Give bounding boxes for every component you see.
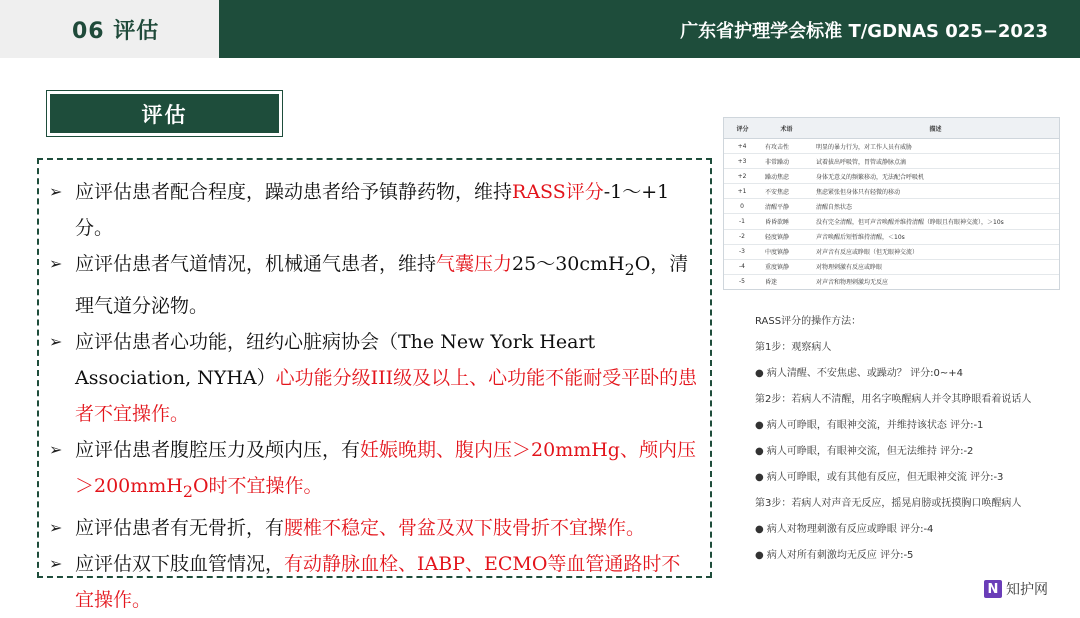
rass-row: [724, 184, 1059, 199]
bullet-item: [49, 246, 699, 324]
method-line: ● 病人对物理刺激有反应或睁眼 评分:-4: [755, 524, 934, 535]
bullet-text: 应评估患者气道情况，机械通气患者，维持: [75, 253, 437, 275]
rass-cell: 中度镇静: [761, 244, 812, 259]
rass-cell: 焦虑紧张但身体只有轻微的移动: [812, 184, 1059, 199]
rass-table-image: [723, 117, 1060, 290]
method-line: ● 病人清醒、不安焦虑、或躁动？ 评分:0~+4: [755, 368, 963, 379]
rass-cell: 没有完全清醒，但可声音唤醒并维持清醒（睁眼且有眼神交流），＞10s: [812, 214, 1059, 229]
bullet-text: 有动静脉血栓、IABP、ECMO等血管通路时不宜操作。: [75, 552, 681, 611]
site-logo: [984, 579, 1048, 599]
rass-cell: -5: [724, 274, 761, 289]
bullet-text: O，清理气道分泌物。: [75, 253, 689, 317]
rass-cell: 有攻击性: [761, 139, 812, 154]
rass-cell: -3: [724, 244, 761, 259]
rass-row: [724, 259, 1059, 274]
rass-row: [724, 169, 1059, 184]
pill-title-frame: [46, 90, 283, 137]
bullet-list: [49, 174, 699, 618]
method-line: ● 病人可睁眼，有眼神交流，但无法维持 评分:-2: [755, 446, 974, 457]
rass-cell: 身体无意义的频繁移动，无法配合呼吸机: [812, 169, 1059, 184]
arrow-bullet-icon: ➢: [49, 331, 63, 351]
rass-row: [724, 244, 1059, 259]
rass-cell: 昏昏欲睡: [761, 214, 812, 229]
rass-row: [724, 229, 1059, 244]
method-line: RASS评分的操作方法：: [755, 316, 862, 327]
rass-cell: 对物理刺激有反应或睁眼: [812, 259, 1059, 274]
arrow-bullet-icon: ➢: [49, 439, 63, 459]
rass-cell: 清醒自然状态: [812, 199, 1059, 214]
rass-cell: +2: [724, 169, 761, 184]
rass-cell: 明显的暴力行为，对工作人员有威胁: [812, 139, 1059, 154]
rass-cell: +4: [724, 139, 761, 154]
method-line: 第1步：观察病人: [755, 342, 832, 353]
rass-cell: 清醒平静: [761, 199, 812, 214]
rass-cell: 0: [724, 199, 761, 214]
standard-label: 广东省护理学会标准 T/GDNAS 025−2023: [680, 21, 1048, 42]
rass-cell: 对声音有反应或睁眼（但无眼神交流）: [812, 244, 1059, 259]
arrow-bullet-icon: ➢: [49, 254, 63, 273]
arrow-bullet-icon: ➢: [49, 182, 63, 201]
section-title: 06 评估: [72, 19, 160, 44]
bullet-text: 应评估双下肢血管情况，: [75, 552, 285, 575]
bullet-text: 应评估患者有无骨折，有: [75, 516, 285, 539]
pill-title: 评估: [50, 94, 279, 133]
method-line: 第3步：若病人对声音无反应，摇晃肩膀或抚摸胸口唤醒病人: [755, 498, 1022, 509]
bullet-text: 25～30cmH: [512, 253, 625, 275]
rass-row: [724, 274, 1059, 289]
rass-cell: 声音唤醒后短暂维持清醒，＜10s: [812, 229, 1059, 244]
bullet-text: 应评估患者配合程度，躁动患者给予镇静药物，维持: [75, 181, 513, 203]
rass-table: [724, 118, 1059, 289]
rass-row: [724, 214, 1059, 229]
rass-cell: 对声音和物理刺激均无反应: [812, 274, 1059, 289]
arrow-bullet-icon: ➢: [49, 553, 63, 573]
rass-cell: 试着拔出呼吸管，胃管或静脉点滴: [812, 154, 1059, 169]
content-box: [37, 158, 712, 611]
rass-cell: -1: [724, 214, 761, 229]
bullet-text: RASS评分: [512, 181, 604, 203]
method-line: 第2步：若病人不清醒，用名字唤醒病人并令其睁眼看着说话人: [755, 394, 1032, 405]
rass-cell: -4: [724, 259, 761, 274]
bullet-item: [49, 546, 699, 618]
bullet-text: 2: [624, 259, 635, 279]
rass-cell: 昏迷: [761, 274, 812, 289]
method-line: ● 病人可睁眼，有眼神交流，并维持该状态 评分:-1: [755, 420, 984, 431]
rass-cell: 躁动焦虑: [761, 169, 812, 184]
rass-row: [724, 154, 1059, 169]
rass-cell: 轻度镇静: [761, 229, 812, 244]
rass-cell: +3: [724, 154, 761, 169]
bullet-text: 气囊压力: [436, 253, 513, 275]
rass-row: [724, 139, 1059, 154]
bullet-text: 应评估患者腹腔压力及颅内压，有: [75, 438, 361, 461]
rass-row: [724, 199, 1059, 214]
method-line: ● 病人对所有刺激均无反应 评分:-5: [755, 550, 914, 561]
rass-cell: 重度镇静: [761, 259, 812, 274]
bullet-item: [49, 432, 699, 510]
method-line: ● 病人可睁眼，或有其他有反应，但无眼神交流 评分:-3: [755, 472, 1004, 483]
bullet-item: [49, 174, 699, 246]
bullet-text: 腰椎不稳定、骨盆及双下肢骨折不宜操作。: [284, 516, 646, 539]
bullet-item: [49, 324, 699, 432]
bullet-text: 应评估患者心功能，纽约心脏病协会（The New York Heart Association, NYHA）: [75, 330, 596, 389]
logo-text: 知护网: [1006, 582, 1048, 598]
logo-mark: N: [984, 580, 1002, 598]
bullet-text: O时不宜操作。: [192, 474, 323, 497]
rass-method: [755, 316, 1065, 576]
rass-cell: 不安焦虑: [761, 184, 812, 199]
header-bar: [219, 0, 1080, 58]
bullet-text: 妊娠晚期、腹内压＞20mmHg、颅内压＞200mmH: [75, 438, 696, 497]
bullet-item: [49, 510, 699, 546]
rass-cell: +1: [724, 184, 761, 199]
bullet-text: -1～+1分。: [75, 181, 670, 239]
rass-header-term: 术语: [761, 118, 812, 139]
rass-cell: 非常躁动: [761, 154, 812, 169]
rass-header-desc: 描述: [812, 118, 1059, 139]
bullet-text: 心功能分级III级及以上、心功能不能耐受平卧的患者不宜操作。: [75, 366, 698, 425]
rass-header-score: 评分: [724, 118, 761, 139]
rass-cell: -2: [724, 229, 761, 244]
arrow-bullet-icon: ➢: [49, 517, 63, 537]
bullet-text: 2: [182, 481, 193, 501]
